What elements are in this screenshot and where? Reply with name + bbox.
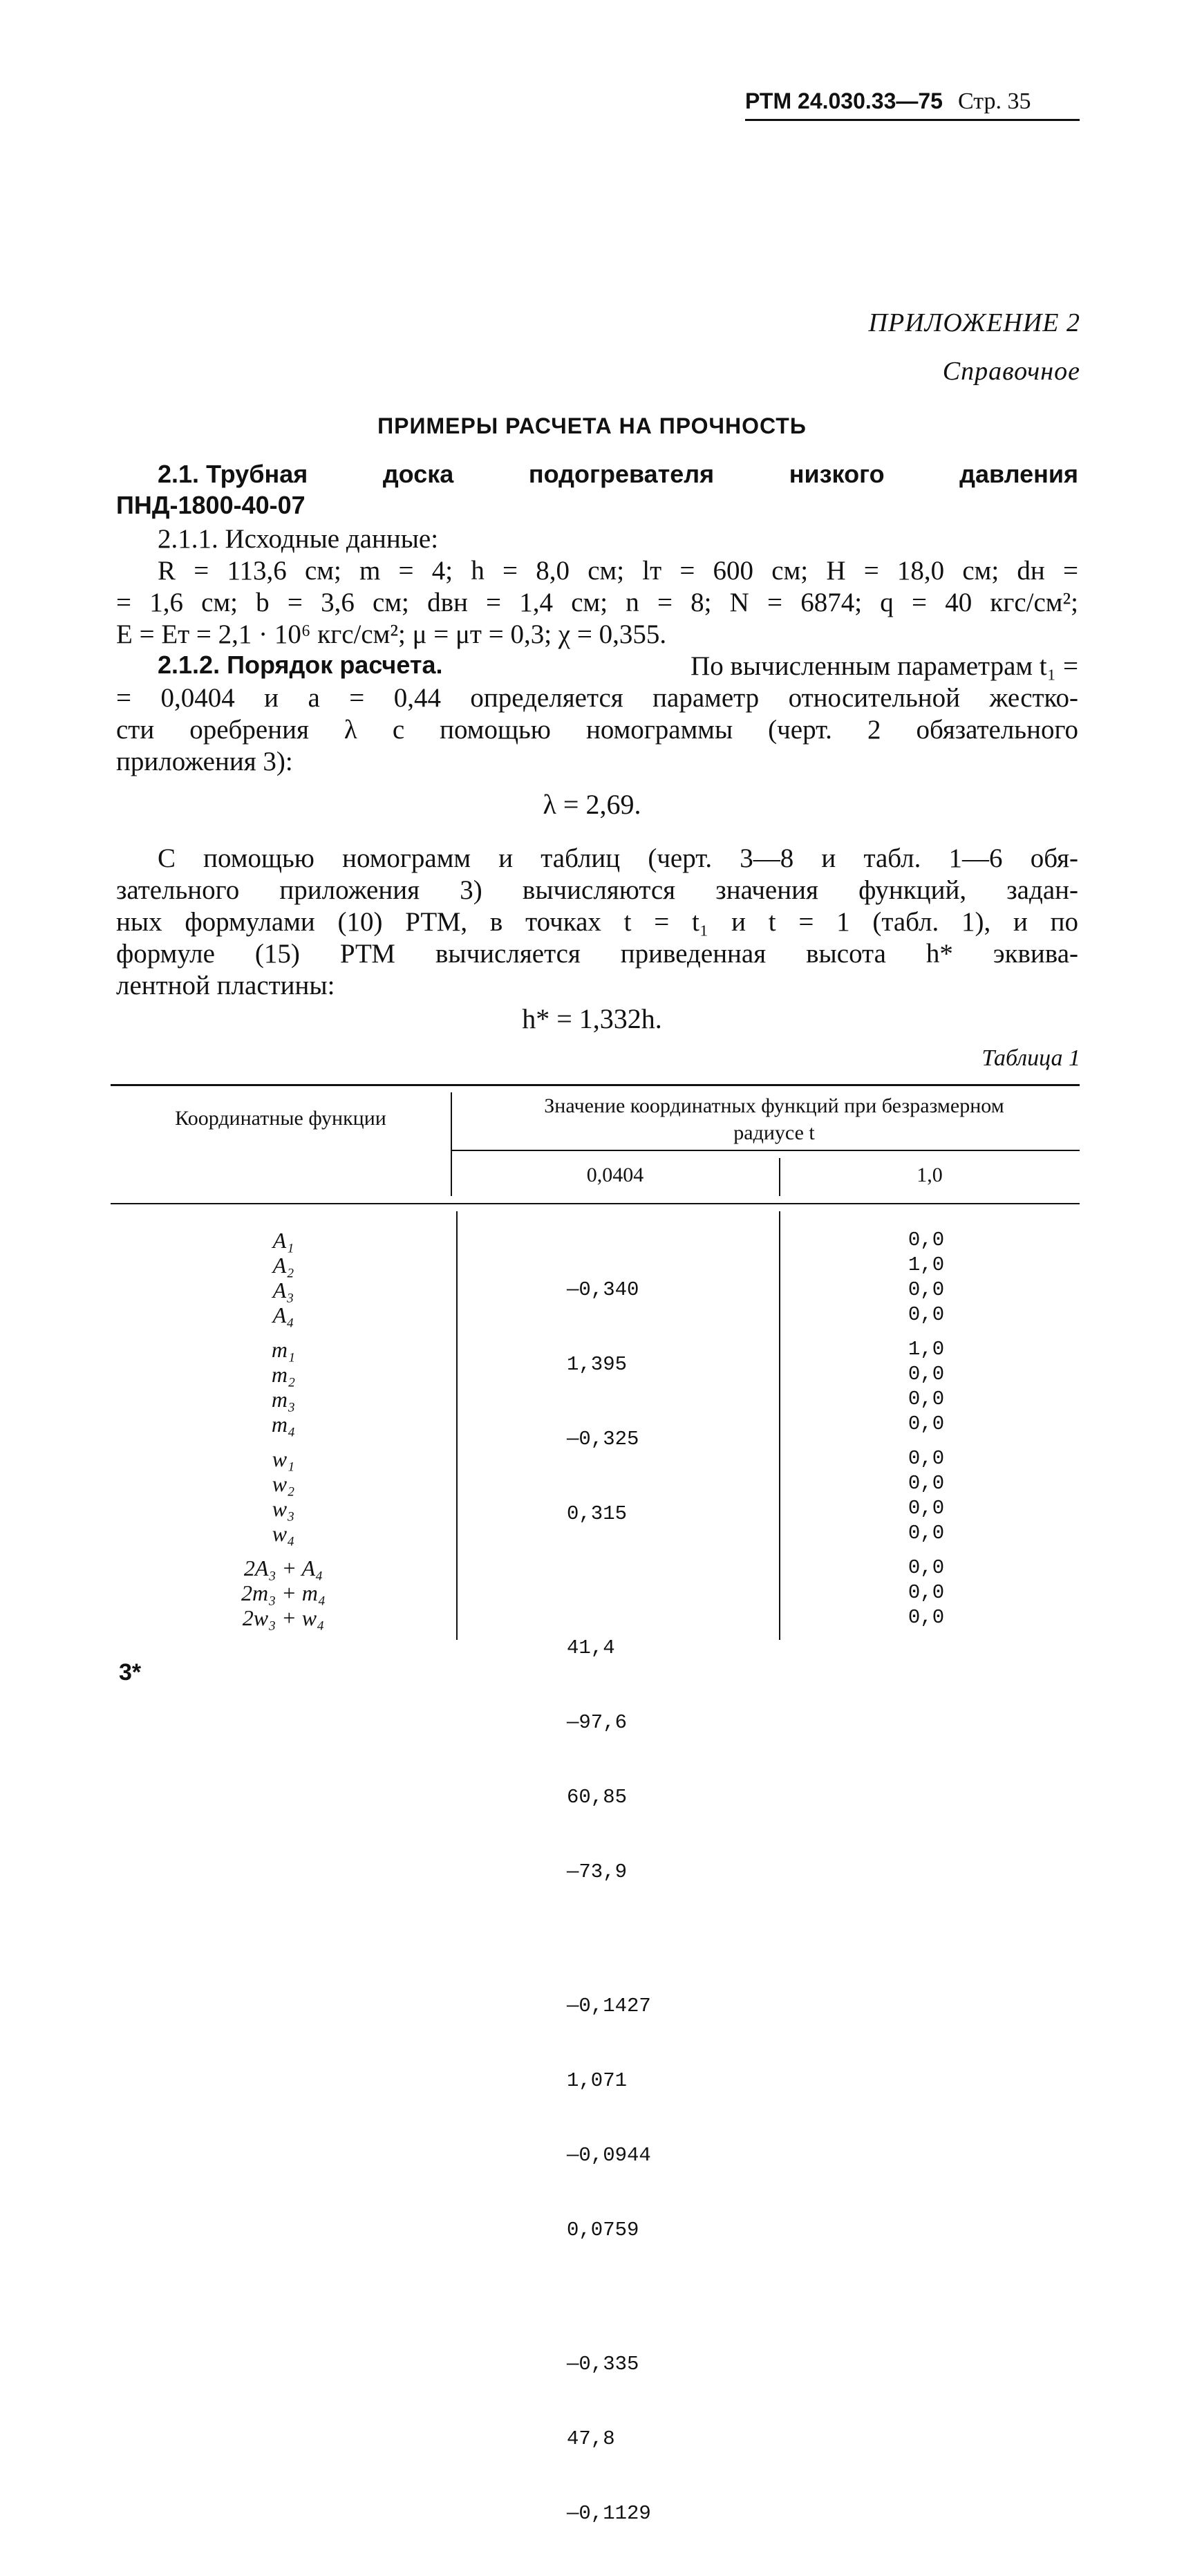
group-gap	[567, 2293, 691, 2302]
table-cell-name: w₂	[272, 1471, 295, 1496]
table-cell-value: 0,0	[908, 1412, 945, 1435]
paragraph-line-5: лентной пластины:	[116, 971, 335, 1000]
table-cell-value: 0,0	[908, 1522, 945, 1544]
subsection-2-1-2-line2: = 0,0404 и a = 0,44 определяется параметр относительной жестко-	[116, 683, 1078, 713]
signature-mark: 3*	[119, 1659, 142, 1686]
subsection-2-1-2-line1	[158, 653, 1078, 680]
paragraph-line-3: ных формулами (10) РТМ, в точках t = t₁ и t = 1 (табл. 1), и по	[116, 907, 1078, 937]
heading-word: давления	[959, 460, 1078, 488]
appendix-title: ПРИЛОЖЕНИЕ 2	[868, 308, 1080, 337]
table-cell-value: 0,0	[908, 1497, 945, 1520]
table-caption: Таблица 1	[981, 1045, 1080, 1071]
section-2-1-heading	[158, 462, 1078, 487]
table-body-divider-1	[456, 1211, 458, 1640]
table-cell-value: 47,8	[567, 2427, 615, 2450]
formula-h-star: h* = 1,332h.	[522, 1003, 662, 1034]
group-gap	[207, 1546, 359, 1556]
table-cell-value: —0,1129	[567, 2502, 651, 2525]
table-body-divider-2	[779, 1211, 780, 1640]
table-cell-value: —73,9	[567, 1860, 628, 1883]
table-cell-value: —97,6	[567, 1711, 628, 1734]
table-cell-name: w₃	[272, 1496, 295, 1521]
table-cell-value: —0,0944	[567, 2144, 651, 2167]
table-top-rule	[111, 1084, 1080, 1086]
table-cell-name: A₃	[272, 1278, 294, 1303]
table-header-bottom-rule	[111, 1203, 1080, 1204]
data-line-1: R = 113,6 см; m = 4; h = 8,0 см; lт = 600 см; H = 18,0 см; dн =	[158, 556, 1078, 586]
table-cell-value: 1,395	[567, 1353, 628, 1376]
group-gap	[878, 1327, 975, 1337]
subsection-2-1-2-text: По вычисленным параметрам t₁ =	[690, 651, 1078, 681]
table-cell-value: —0,325	[567, 1428, 639, 1450]
paragraph-line-1: С помощью номограмм и таблиц (черт. 3—8 и табл. 1—6 обя-	[158, 843, 1078, 873]
table-cell-name: 2m₃ + m₄	[241, 1580, 326, 1605]
table-cell-name: m₃	[271, 1387, 296, 1412]
section-title: ПРИМЕРЫ РАСЧЕТА НА ПРОЧНОСТЬ	[377, 413, 807, 438]
group-gap	[878, 1546, 975, 1556]
table-cell-value: 0,0	[908, 1278, 945, 1301]
table-cell-value: —0,340	[567, 1278, 639, 1301]
subsection-2-1-1: 2.1.1. Исходные данные:	[158, 524, 439, 554]
table-cell-name: m₂	[271, 1362, 296, 1387]
table-cell-value: 0,0	[908, 1447, 945, 1470]
column-header-functions: Координатные функции	[175, 1107, 386, 1130]
table-cell-value: —0,335	[567, 2353, 639, 2376]
table-cell-name: w₄	[272, 1521, 295, 1546]
column-group-header: Значение координатных функций при безразмерном радиусе t	[544, 1094, 1004, 1144]
table-cell-value: —0,1427	[567, 1995, 651, 2017]
table-cell-value: 0,0	[908, 1388, 945, 1410]
table-cell-value: 0,0	[908, 1363, 945, 1385]
table-cell-name: A₂	[272, 1253, 294, 1278]
heading-word: низкого	[789, 460, 885, 488]
group-gap	[567, 1576, 691, 1586]
paragraph-line-4: формуле (15) РТМ вычисляется приведенная высота h* эквива-	[116, 939, 1078, 969]
subsection-2-1-2-line3: сти оребрения λ с помощью номограммы (черт. 2 обязательного	[116, 715, 1078, 745]
subheader-t1: 0,0404	[586, 1164, 644, 1186]
paragraph-line-2: зательного приложения 3) вычисляются значения функций, задан-	[116, 875, 1078, 905]
group-gap	[207, 1437, 359, 1446]
data-line-2: = 1,6 см; b = 3,6 см; dвн = 1,4 см; n = 8; N = 6874; q = 40 кгс/см²;	[116, 588, 1078, 617]
table-values-column-1	[567, 1228, 691, 2576]
table-cell-name: 2A₃ + A₄	[243, 1556, 323, 1580]
data-line-3: E = Eт = 2,1 · 10⁶ кгс/см²; μ = μт = 0,3; χ = 0,355.	[116, 619, 667, 649]
table-cell-value: 0,0759	[567, 2219, 639, 2241]
page-header	[745, 88, 1080, 121]
subsection-2-1-2-line4: приложения 3):	[116, 747, 293, 776]
table-cell-value: 0,0	[908, 1581, 945, 1604]
table-cell-value: 0,0	[908, 1303, 945, 1326]
document-code: РТМ 24.030.33—75	[745, 88, 943, 113]
table-cell-name: m₄	[271, 1412, 296, 1437]
table-cell-value: 1,0	[908, 1338, 945, 1361]
heading-word: доска	[382, 460, 454, 488]
table-cell-name: 2w₃ + w₄	[242, 1605, 325, 1630]
group-gap	[878, 1437, 975, 1446]
page-number: Стр. 35	[957, 88, 1031, 114]
table-values-column-2	[878, 1228, 975, 1630]
heading-word: подогревателя	[528, 460, 715, 488]
section-2-1-number-word: 2.1. Трубная	[158, 460, 308, 488]
table-cell-value: 1,071	[567, 2069, 628, 2092]
table-cell-value: 0,315	[567, 1502, 628, 1525]
table-cell-value: 60,85	[567, 1786, 628, 1809]
table-cell-name: m₁	[271, 1337, 296, 1362]
formula-lambda: λ = 2,69.	[543, 789, 641, 820]
table-cell-value: 1,0	[908, 1253, 945, 1276]
table-cell-name: A₄	[272, 1303, 294, 1327]
table-cell-value: 0,0	[908, 1229, 945, 1251]
table-cell-value: 0,0	[908, 1472, 945, 1495]
subheader-t2: 1,0	[917, 1164, 943, 1186]
table-cell-name: w₁	[272, 1446, 295, 1471]
appendix-type: Справочное	[942, 357, 1080, 386]
table-names-column	[207, 1228, 359, 1630]
subsection-2-1-2-title: 2.1.2. Порядок расчета.	[158, 651, 443, 679]
table-cell-value: 0,0	[908, 1556, 945, 1579]
section-2-1-heading-line2: ПНД-1800-40-07	[116, 491, 306, 519]
group-gap	[207, 1327, 359, 1337]
table-cell-value: 0,0	[908, 1606, 945, 1629]
table-cell-name: A₁	[272, 1228, 294, 1253]
table-cell-value: 41,4	[567, 1636, 615, 1659]
table-subheader-rule	[451, 1150, 1080, 1151]
group-gap	[567, 1934, 691, 1944]
